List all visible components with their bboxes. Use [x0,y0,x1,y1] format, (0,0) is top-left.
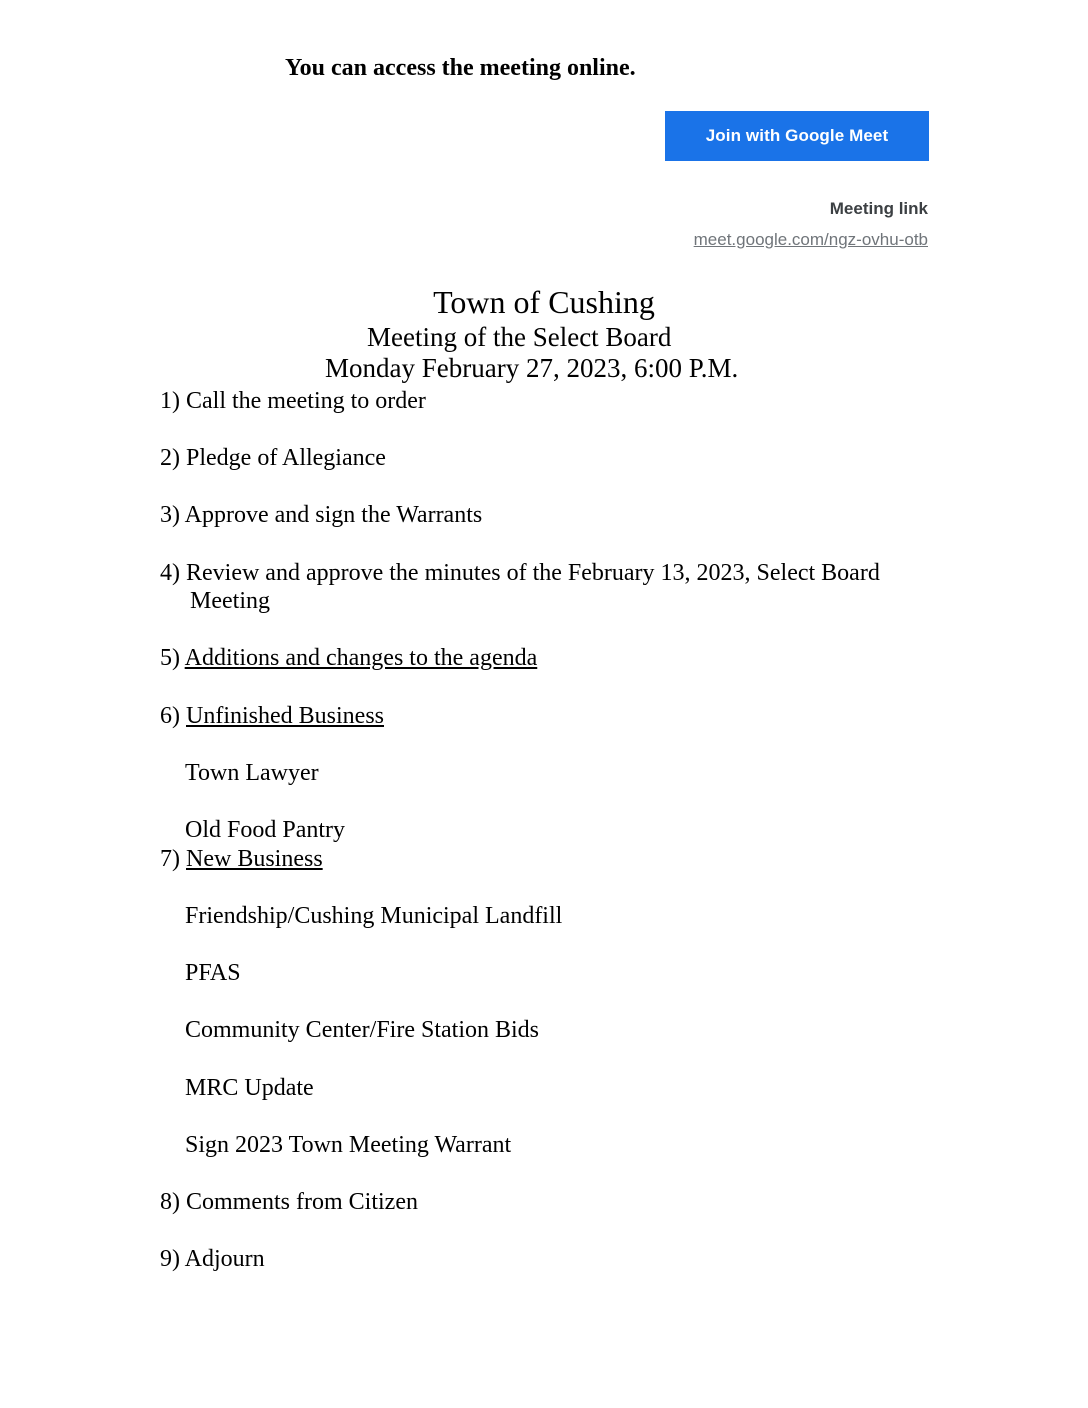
agenda-item-8: 8) Comments from Citizen [160,1189,418,1215]
meeting-link-url[interactable]: meet.google.com/ngz-ovhu-otb [693,230,928,249]
agenda-item-4: 4) Review and approve the minutes of the February 13, 2023, Select Board [160,560,880,586]
agenda-subitem-town-meeting-warrant: Sign 2023 Town Meeting Warrant [185,1132,512,1158]
agenda-subitem-bids: Community Center/Fire Station Bids [185,1017,539,1043]
online-access-note: You can access the meeting online. [285,55,636,81]
agenda-subitem-pfas: PFAS [185,960,241,986]
agenda-subitem-old-food-pantry: Old Food Pantry [185,817,346,843]
agenda-item-1: 1) Call the meeting to order [160,388,426,414]
agenda-item-5-number: 5) [160,645,185,671]
agenda-item-5 [160,645,537,672]
agenda-item-2: 2) Pledge of Allegiance [160,445,386,471]
agenda-item-4-continued: Meeting [190,588,270,614]
join-google-meet-button[interactable]: Join with Google Meet [665,111,929,161]
agenda-item-7-number: 7) [160,846,186,872]
agenda-item-6-heading: Unfinished Business [186,703,384,729]
agenda-item-6-number: 6) [160,703,186,729]
agenda-item-5-heading: Additions and changes to the agenda [184,645,538,671]
town-title: Town of Cushing [433,284,655,320]
meeting-link-label: Meeting link [829,199,928,218]
agenda-subitem-town-lawyer: Town Lawyer [185,760,319,786]
agenda-item-6 [160,703,384,730]
agenda-item-3: 3) Approve and sign the Warrants [160,502,483,528]
meeting-date: Monday February 27, 2023, 6:00 P.M. [325,353,739,383]
meeting-subtitle: Meeting of the Select Board [367,322,672,352]
agenda-subitem-mrc-update: MRC Update [185,1075,314,1101]
agenda-item-9: 9) Adjourn [160,1246,265,1272]
agenda-subitem-landfill: Friendship/Cushing Municipal Landfill [185,903,563,929]
agenda-item-7-heading: New Business [186,846,323,872]
agenda-item-7 [160,846,323,873]
